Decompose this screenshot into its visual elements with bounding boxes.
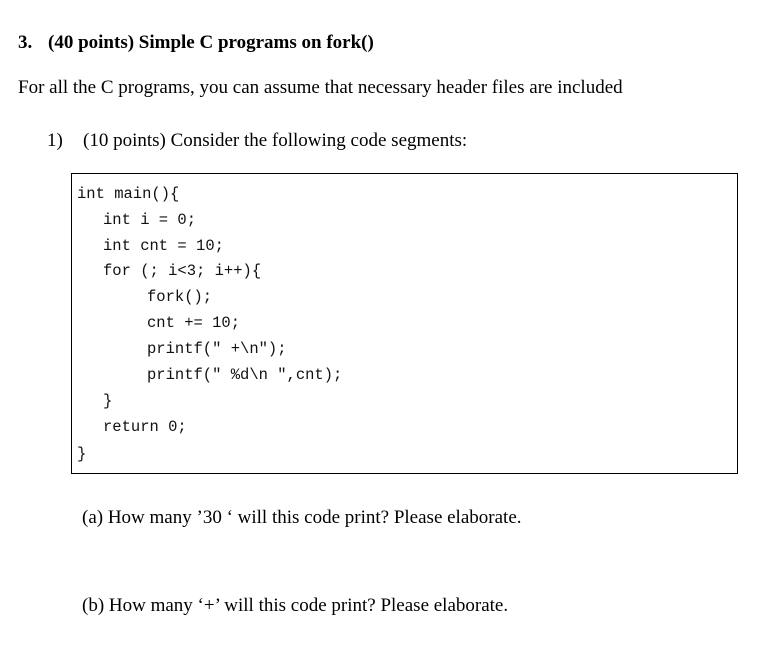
intro-text: For all the C programs, you can assume that necessary header files are included — [18, 77, 623, 98]
code-block — [71, 173, 738, 474]
part-a-question: (a) How many ’30 ‘ will this code print? Please elaborate. — [82, 507, 522, 528]
subquestion-text: (10 points) Consider the following code segments: — [83, 130, 468, 151]
code-line: } — [77, 445, 87, 463]
code-line: for (; i<3; i++){ — [103, 262, 262, 280]
question-heading — [18, 31, 374, 55]
question-title: (40 points) Simple C programs on fork() — [48, 32, 374, 53]
code-line: int i = 0; — [103, 211, 197, 229]
part-b-question: (b) How many ‘+’ will this code print? Please elaborate. — [82, 595, 509, 616]
code-line: } — [103, 392, 113, 410]
subquestion — [47, 129, 467, 153]
code-line: int main(){ — [77, 185, 180, 203]
code-line: cnt += 10; — [147, 314, 241, 332]
question-number: 3. — [18, 32, 33, 53]
code-line: int cnt = 10; — [103, 237, 224, 255]
code-line: fork(); — [147, 288, 213, 306]
code-line: printf(" %d\n ",cnt); — [147, 366, 343, 384]
subquestion-number: 1) — [47, 130, 63, 151]
code-line: printf(" +\n"); — [147, 340, 287, 358]
code-line: return 0; — [103, 418, 187, 436]
